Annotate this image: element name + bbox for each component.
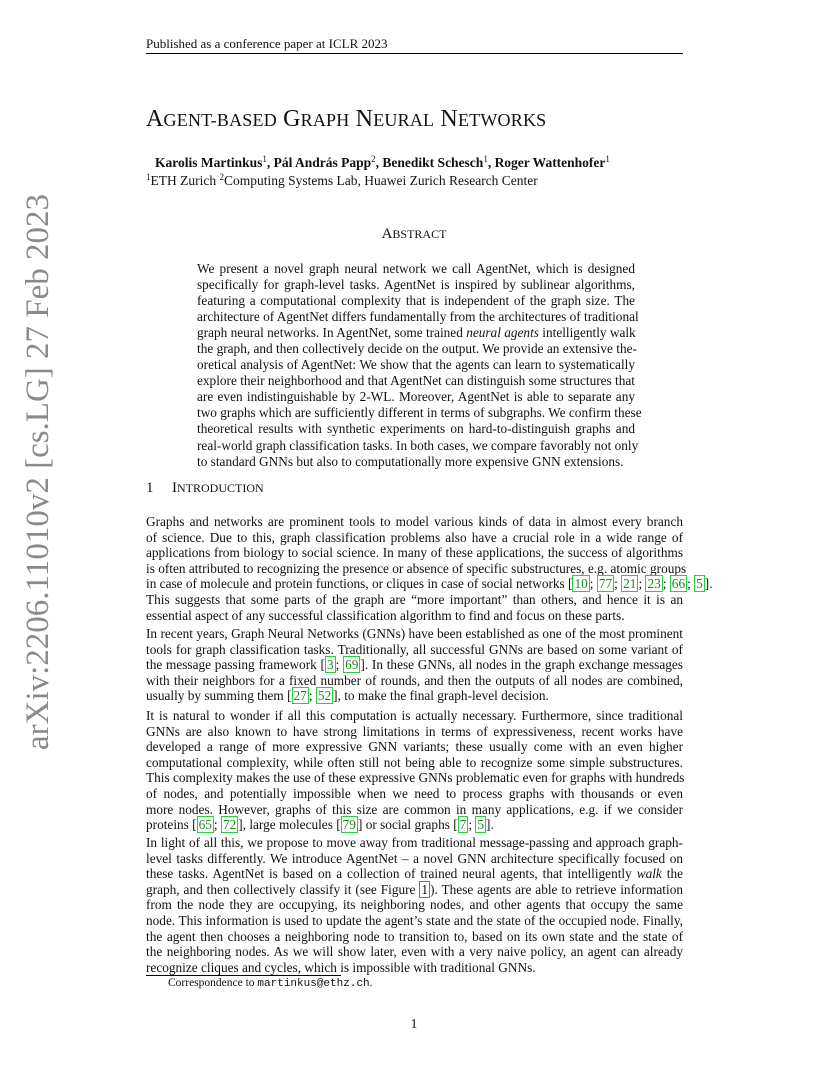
author-name: Benedikt Schesch bbox=[382, 155, 484, 170]
header-rule bbox=[146, 53, 683, 54]
citation-link[interactable]: 52 bbox=[317, 688, 332, 704]
author-name: Pál András Papp bbox=[273, 155, 372, 170]
running-header: Published as a conference paper at ICLR 2023 bbox=[146, 36, 388, 51]
citation-link[interactable]: 66 bbox=[671, 576, 686, 592]
citation-link[interactable]: 5 bbox=[696, 576, 703, 592]
citation-link[interactable]: 7 bbox=[459, 817, 467, 833]
citation-link[interactable]: 72 bbox=[222, 817, 237, 833]
author-name: Roger Wattenhofer bbox=[494, 155, 606, 170]
intro-paragraph-1: Graphs and networks are prominent tools to model various kinds of data in almost every branch of science. Due to this, graph classification problems also have a crucial role in a wide range of applications from biology to social science. In many of these applications, the success of algorithms is often attributed to recognizing the presence or absence of specific substructures, e.g. atomic groups in case of molecule and protein functions, or cliques in case of social networks [ 10 ; 77 ; 21 ; 23 ; 66 ; 5 ]. This suggests that some parts of the graph are “more important” than others, and hence it is an essential aspect of any successful classification algorithm to find and focus on these parts. bbox=[146, 514, 713, 623]
affiliations: $^1$ETH Zurich $^2$Computing Systems Lab, Huawei Zurich Research Center bbox=[146, 172, 538, 188]
citation-link[interactable]: 69 bbox=[345, 657, 359, 673]
intro-paragraph-2: In recent years, Graph Neural Networks (GNNs) have been established as one of the most prominent tools for graph classification tasks. Traditionally, all successful GNNs are based on some variant of the message passing framework [ 3 ; 69 ]. In these GNNs, all nodes in the graph exchange messages with their neighbors for a fixed number of rounds, and then the outputs of all nodes are combined, usually by summing them [ 27 ; 52 ], to make the final graph-level decision. bbox=[146, 626, 683, 704]
citation-link[interactable]: 65 bbox=[198, 817, 212, 833]
author-name: Karolis Martinkus bbox=[155, 155, 263, 170]
email-link[interactable]: martinkus@ethz.ch bbox=[257, 978, 370, 990]
footnote: Correspondence to martinkus@ethz.ch. bbox=[168, 977, 373, 990]
paper-title: AGENT-BASED GRAPH NEURAL NETWORKS bbox=[146, 106, 547, 132]
abstract-heading: ABSTRACT bbox=[381, 226, 447, 242]
citation-link[interactable]: 10 bbox=[574, 576, 588, 592]
citation-link[interactable]: 5 bbox=[477, 817, 485, 833]
citation-link[interactable]: 21 bbox=[623, 576, 637, 592]
page-number: 1 bbox=[410, 1016, 418, 1031]
citation-link[interactable]: 27 bbox=[293, 688, 307, 704]
section-heading-introduction: 1 INTRODUCTION bbox=[146, 480, 264, 496]
footnote-rule bbox=[146, 975, 341, 976]
arxiv-stamp: arXiv:2206.11010v2 [cs.LG] 27 Feb 2023 bbox=[20, 193, 56, 750]
citation-link[interactable]: 77 bbox=[598, 576, 613, 592]
citation-link[interactable]: 23 bbox=[647, 576, 661, 592]
citation-link[interactable]: 79 bbox=[342, 817, 356, 833]
author-list: Karolis Martinkus$^1$, Pál András Papp$^2$, Benedikt Schesch$^1$, Roger Wattenhofer$^1$ bbox=[155, 154, 610, 170]
citation-link[interactable]: 3 bbox=[326, 657, 334, 673]
intro-paragraph-4: In light of all this, we propose to move away from traditional message-passing and approach graph- level tasks differently. We introduce AgentNet – a novel GNN architecture specifically focused on these tasks. AgentNet is based on a collection of trained neural agents, that intelligently walk the graph, and then collectively classify it (see Figure 1 ). These agents are able to retrieve information from the node they are occupying, its neighboring nodes, and other agents that occupy the same node. This information is used to update the agent’s state and the state of the occupied node. Finally, the agent then chooses a neighboring node to transition to, based on its own state and the state of the neighboring nodes. As we will show later, even with a very naive policy, an agent can already recognize cliques and cycles, which is impossible with traditional GNNs. bbox=[146, 835, 684, 975]
figure-link[interactable]: 1 bbox=[421, 881, 429, 897]
intro-paragraph-3: It is natural to wonder if all this computation is actually necessary. Furthermore, since traditional GNNs are also known to have strong limitations in terms of expressiveness, recent works have developed a range of more expressive GNN variants; these usually come with an even higher computational complexity, while often still not being able to recognize some simple substructures. This complexity makes the use of these expressive GNNs problematic even for graphs with hundreds of nodes, and potentially impossible when we need to process graphs with thousands or even more nodes. However, graphs of this size are common in many applications, e.g. if we consider proteins [ 65 ; 72 ], large molecules [ 79 ] or social graphs [ 7 ; 5 ]. bbox=[146, 708, 685, 833]
abstract-body: We present a novel graph neural network we call AgentNet, which is designed specifically for graph-level tasks. AgentNet is inspired by sublinear algorithms, featuring a computational complexity that is independent of the graph size. The architecture of AgentNet differs fundamentally from the architectures of traditional graph neural networks. In AgentNet, some trained neural agents intelligently walk the graph, and then collectively decide on the output. We provide an extensive the- oretical analysis of AgentNet: We show that the agents can learn to systematically explore their neighborhood and that AgentNet can distinguish some structures that are even indistinguishable by 2-WL. Moreover, AgentNet is able to separate any two graphs which are sufficiently different in terms of subgraphs. We confirm these theoretical results with synthetic experiments on hard-to-distinguish graphs and real-world graph classification tasks. In both cases, we compare favorably not only to standard GNNs but also to computationally more expensive GNN extensions. bbox=[197, 261, 642, 469]
